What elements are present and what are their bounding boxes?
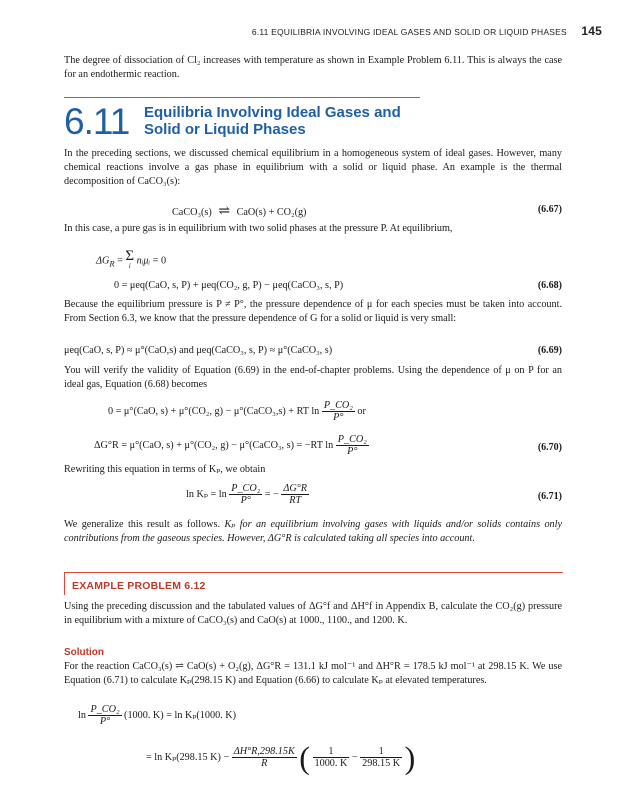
- example-title: EXAMPLE PROBLEM 6.12: [72, 580, 206, 592]
- eq667-number: (6.67): [537, 204, 562, 215]
- eq-sum-eqsign: =: [117, 255, 123, 267]
- paragraph-6: [64, 518, 562, 546]
- calc1-denominator: P°: [99, 716, 111, 727]
- calc2-fraction-main: [232, 746, 297, 769]
- calc2-f1-numerator: 1: [313, 746, 350, 758]
- eq669-number: (6.69): [537, 345, 562, 356]
- summation-symbol: [125, 248, 135, 271]
- section-title: [144, 104, 401, 138]
- eq-sum-lhs: ΔG: [96, 255, 110, 267]
- calc2-minus: −: [351, 751, 358, 763]
- calc2-fraction-2: [360, 746, 402, 769]
- equation-6-71: [186, 483, 309, 506]
- paragraph-2: In this case, a pure gas is in equilibrium with two solid phases at the pressure P. At equilibrium,: [64, 223, 453, 234]
- eq671-lhs: ln Kₚ = ln: [186, 488, 227, 500]
- section-number: 6.11: [64, 101, 130, 142]
- sum-index: i: [128, 262, 131, 270]
- eq670-numerator: P_CO₂: [337, 434, 367, 445]
- equation-6-70: [94, 434, 369, 457]
- right-paren-icon: ): [404, 739, 416, 776]
- eq-sum-term: nᵢμᵢ: [136, 255, 151, 267]
- paragraph-3: Because the equilibrium pressure is P ≠ P°, the pressure dependence of μ for each species must be taken into account. From Section 6.3, we know that the pressure dependence of G for a solid or liquid is very small:: [64, 299, 562, 325]
- eq671-numerator-1: P_CO₂: [231, 483, 261, 494]
- calc1-fraction: [88, 704, 121, 727]
- calc2-f2-denominator: 298.15 K: [362, 758, 401, 769]
- left-paren-icon: (: [299, 739, 310, 776]
- paragraph-6-italic: Kₚ for an equilibrium involving gases with liquids and/or solids contains only contributions from the gaseous species. However, ΔG°R is calculated taking all species into account.: [64, 519, 562, 545]
- eq671-numerator-2: ΔG°R: [283, 483, 308, 494]
- calc2-numerator: ΔH°R,298.15K: [233, 746, 295, 757]
- paragraph-1: In the preceding sections, we discussed chemical equilibrium in a homogeneous system of ideal gases. However, many chemical reactions involve a gas phase in equilibrium with a solid or liquid phase. An example is the thermal decomposition of CaCO₃(s):: [64, 148, 562, 188]
- sigma-glyph: Σ: [125, 248, 135, 264]
- eq671-fraction-2: [281, 483, 309, 506]
- eq667-right: CaO(s) + CO₂(g): [236, 207, 307, 218]
- eq-a-denominator: P°: [333, 412, 344, 423]
- running-header: [252, 24, 602, 38]
- calc2-denominator: R: [261, 758, 268, 769]
- eq670-fraction: [336, 434, 369, 457]
- eq670-denominator: P°: [347, 446, 358, 457]
- solution-text: For the reaction CaCO₃(s) ⇌ CaO(s) + O₂(g), ΔG°R = 131.1 kJ mol⁻¹ and ΔH°R = 178.5 kJ mol⁻¹ at 298.15 K. We use Equation (6.71) to calculate Kₚ(298.15 K) and Equation (6.66) to calculate Kₚ at elevated temperatures.: [64, 661, 562, 687]
- calc1-post: (1000. K) = ln Kₚ(1000. K): [124, 709, 237, 721]
- calc2-fraction-1: [313, 746, 350, 769]
- eq671-fraction-1: [229, 483, 262, 506]
- calc1-numerator: P_CO₂: [90, 704, 120, 715]
- calc1-pre: ln: [78, 709, 86, 721]
- eq-sum-sub: R: [109, 258, 115, 269]
- eq668-number: (6.68): [537, 280, 562, 291]
- example-problem-text: Using the preceding discussion and the tabulated values of ΔG°f and ΔH°f in Appendix B, calculate the CO₂(g) pressure in equilibrium with a mixture of CaCO₃(s) and CaO(s) at 1000., 1100., and 1200. K.: [64, 601, 562, 627]
- eq-a-fraction: [322, 400, 355, 423]
- eq670-text: ΔG°R = μ°(CaO, s) + μ°(CO₂, g) − μ°(CaCO₃, s) = −RT ln: [94, 439, 334, 451]
- eq671-denominator-2: RT: [289, 495, 302, 506]
- paragraph-6-normal: We generalize this result as follows.: [64, 519, 225, 530]
- equation-sum: [96, 248, 167, 271]
- eq-a-tail: or: [357, 405, 366, 417]
- eq-a-numerator: P_CO₂: [323, 400, 353, 411]
- page-number: 145: [581, 24, 602, 38]
- intro-paragraph: The degree of dissociation of Cl₂ increases with temperature as shown in Example Problem 6.11. This is always the case for an endothermic reaction.: [64, 55, 562, 81]
- eq667-left: CaCO₃(s): [172, 207, 212, 218]
- calc2-f1-denominator: 1000. K: [314, 758, 348, 769]
- calc-line-1: [78, 704, 236, 727]
- eq671-denominator-1: P°: [240, 495, 251, 506]
- equation-6-68: 0 = μeq(CaO, s, P) + μeq(CO₂, g, P) − μeq(CaCO₃, s, P): [114, 280, 344, 291]
- equation-6-67: [172, 203, 306, 220]
- section-title-line2: Solid or Liquid Phases: [144, 121, 306, 138]
- eq-sum-rhs: = 0: [152, 255, 167, 267]
- equation-ln-or: [108, 400, 366, 423]
- eq671-number: (6.71): [537, 491, 562, 502]
- solution-label: Solution: [64, 647, 104, 658]
- calc2-f2-numerator: 1: [360, 746, 402, 758]
- calc2-pre: = ln Kₚ(298.15 K) −: [146, 751, 230, 763]
- paragraph-4: You will verify the validity of Equation (6.69) in the end-of-chapter problems. Using the dependence of μ on P for an ideal gas, Equation (6.68) becomes: [64, 365, 562, 391]
- paragraph-5: Rewriting this equation in terms of Kₚ, we obtain: [64, 464, 266, 475]
- eq671-mid: = −: [264, 488, 279, 500]
- section-title-line1: Equilibria Involving Ideal Gases and: [144, 104, 401, 121]
- calc-line-2: [146, 739, 416, 776]
- equilibrium-arrow-icon: ⇌: [218, 204, 231, 219]
- equation-6-69: μeq(CaO, s, P) ≈ μ°(CaO,s) and μeq(CaCO₃, s, P) ≈ μ°(CaCO₃, s): [64, 345, 333, 356]
- eq-a-text: 0 = μ°(CaO, s) + μ°(CO₂, g) − μ°(CaCO₃,s) + RT ln: [108, 405, 320, 417]
- eq670-number: (6.70): [537, 442, 562, 453]
- running-title: 6.11 EQUILIBRIA INVOLVING IDEAL GASES AND SOLID OR LIQUID PHASES: [251, 27, 567, 37]
- section-rule: [64, 97, 420, 98]
